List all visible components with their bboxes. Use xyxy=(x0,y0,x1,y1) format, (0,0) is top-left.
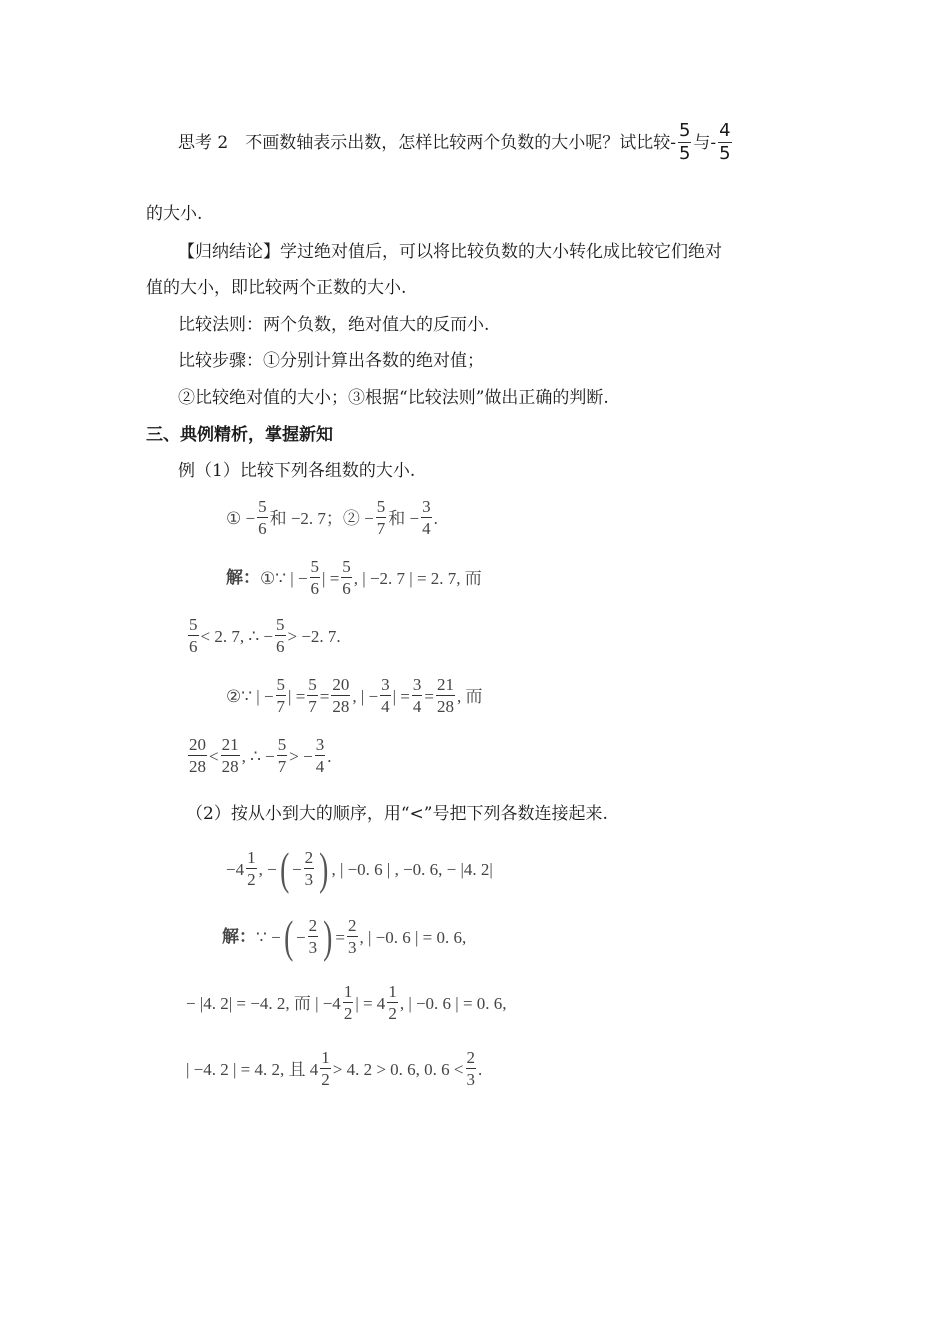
example1-solution-2: $\frac{5}{6}$ < 2. 7, ∴ − $\frac{5}{6}$ > −2. 7. xyxy=(189,615,341,656)
example2-solution-3: | −4. 2 | = 4. 2, 且 4 $\frac{1}{2}$ > 4. 2 > 0. 6, 0. 6 < $\frac{2}{3}$ . xyxy=(186,1048,483,1089)
fraction: $\frac{5}{6}$ xyxy=(258,497,267,538)
compare-steps-1: 比较步骤：①分别计算出各数的绝对值； xyxy=(178,351,484,371)
compare-rule: 比较法则：两个负数，绝对值大的反而小. xyxy=(178,315,490,335)
example2-question: −4 $\frac{1}{2}$ , − ( − $\frac{2}{3}$ ) , | −0. 6 | , −0. 6, − |4. 2| xyxy=(226,843,493,894)
example1-title: 例（1）比较下列各组数的大小. xyxy=(178,461,416,481)
example1-solution-4: $\frac{20}{28}$ < $\frac{21}{28}$ , ∴ − $\frac{5}{7}$ > − $\frac{3}{4}$ . xyxy=(189,735,332,776)
fraction: $\frac{5}{6}$ xyxy=(189,615,198,656)
fraction: $\frac{1}{2}$ xyxy=(321,1048,330,1089)
fraction: $\frac{1}{2}$ xyxy=(247,848,256,889)
fraction: $\frac{2}{3}$ xyxy=(466,1048,475,1089)
fraction-neg-5-5: - $\frac{5}{5}$ xyxy=(670,120,691,164)
left-paren: ( xyxy=(283,911,293,962)
fraction: $\frac{3}{4}$ xyxy=(422,497,431,538)
think2-text: 思考 2 不画数轴表示出数，怎样比较两个负数的大小呢？试比较 xyxy=(178,132,671,153)
fraction: $\frac{3}{4}$ xyxy=(412,675,422,716)
fraction: $\frac{2}{3}$ xyxy=(308,916,318,957)
right-paren: ) xyxy=(323,911,333,962)
example2-solution-1: 解： ∵ − ( − $\frac{2}{3}$ ) = $\frac{2}{3}$ , | −0. 6 | = 0. 6, xyxy=(222,911,467,962)
fraction: $\frac{1}{2}$ xyxy=(388,982,397,1023)
fraction: $\frac{5}{7}$ xyxy=(308,675,317,716)
compare-steps-2: ②比较绝对值的大小；③根据“比较法则”做出正确的判断. xyxy=(178,388,609,408)
fraction: $\frac{20}{28}$ xyxy=(332,675,350,716)
fraction: $\frac{3}{4}$ xyxy=(315,735,325,776)
fraction: $\frac{5}{7}$ xyxy=(276,675,286,716)
think2-mid: 与 xyxy=(693,132,711,153)
fraction: $\frac{5}{6}$ xyxy=(342,557,351,598)
example1-question: ① − $\frac{5}{6}$ 和 −2. 7；② − $\frac{5}{7}$ 和 − $\frac{3}{4}$ . xyxy=(226,497,438,538)
think2-line xyxy=(178,118,734,168)
think2-tail: 的大小. xyxy=(146,204,203,224)
example2-title: （2）按从小到大的顺序，用“<”号把下列各数连接起来. xyxy=(186,804,608,824)
left-paren: ( xyxy=(279,843,289,894)
fraction: $\frac{5}{7}$ xyxy=(376,497,386,538)
fraction: $\frac{2}{3}$ xyxy=(348,916,357,957)
fraction-neg-4-5: - $\frac{4}{5}$ xyxy=(710,120,731,164)
fraction: $\frac{20}{28}$ xyxy=(189,735,206,776)
fraction: $\frac{5}{7}$ xyxy=(277,735,287,776)
example1-solution-1: 解： ①∵ | − $\frac{5}{6}$ | = $\frac{5}{6}$ , | −2. 7 | = 2. 7, 而 xyxy=(226,557,482,598)
fraction: $\frac{5}{6}$ xyxy=(276,615,285,656)
conclusion-line2: 值的大小，即比较两个正数的大小. xyxy=(146,278,407,298)
fraction: $\frac{2}{3}$ xyxy=(304,848,314,889)
right-paren: ) xyxy=(319,843,329,894)
conclusion-line1: 【归纳结论】学过绝对值后，可以将比较负数的大小转化成比较它们绝对 xyxy=(178,242,722,262)
example1-solution-3: ②∵ | − $\frac{5}{7}$ | = $\frac{5}{7}$ = $\frac{20}{28}$ , | − $\frac{3}{4}$ | = $\frac{3}{4}$ = $\frac{21}{28}$ , 而 xyxy=(226,675,483,716)
section-heading: 三、典例精析，掌握新知 xyxy=(146,425,333,445)
fraction: $\frac{5}{6}$ xyxy=(310,557,320,598)
fraction: $\frac{21}{28}$ xyxy=(221,735,239,776)
fraction: $\frac{21}{28}$ xyxy=(436,675,454,716)
fraction: $\frac{1}{2}$ xyxy=(343,982,353,1023)
fraction: $\frac{3}{4}$ xyxy=(381,675,390,716)
example2-solution-2: − |4. 2| = −4. 2, 而 | −4 $\frac{1}{2}$ | = 4 $\frac{1}{2}$ , | −0. 6 | = 0. 6, xyxy=(186,982,507,1023)
